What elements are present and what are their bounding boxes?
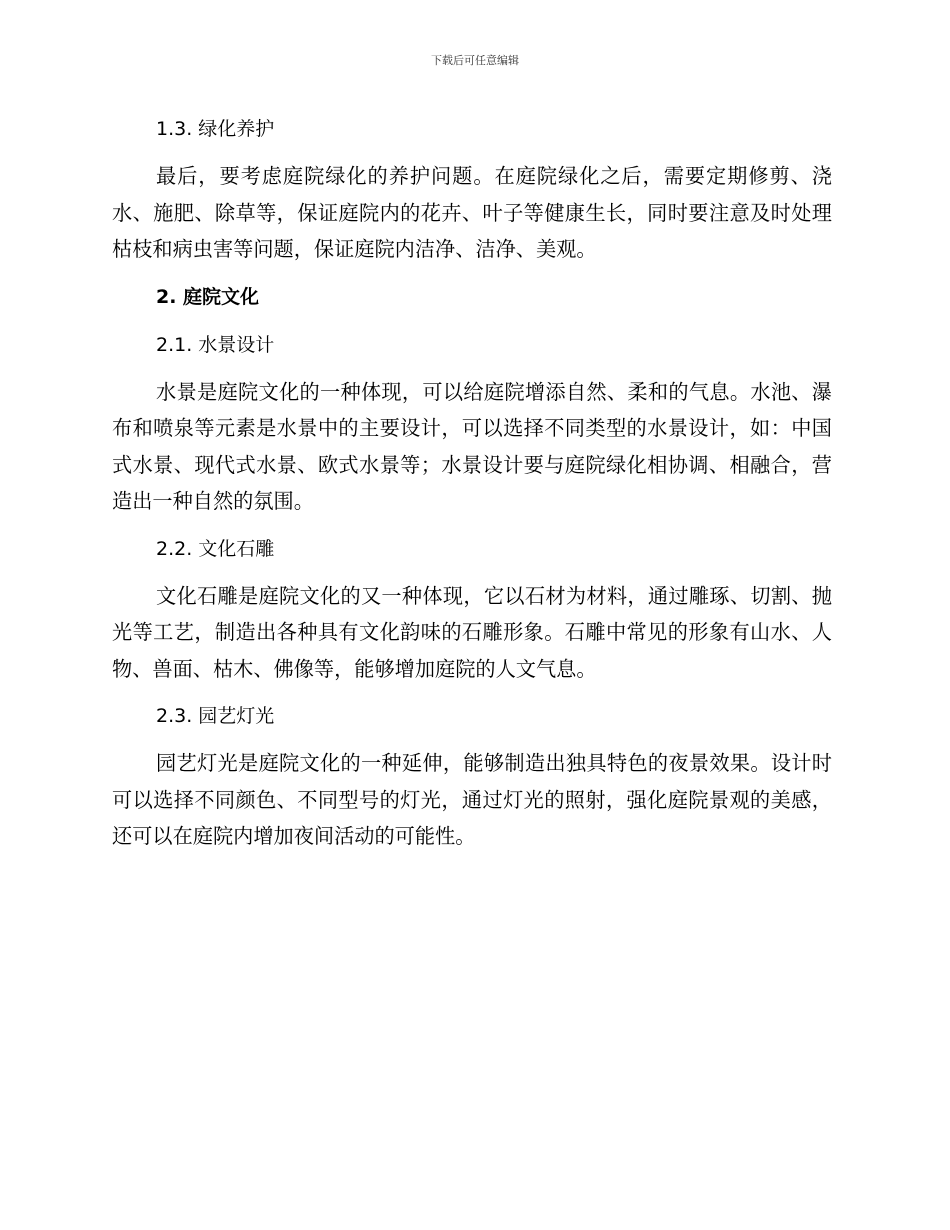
paragraph-garden-lighting: 园艺灯光是庭院文化的一种延伸，能够制造出独具特色的夜景效果。设计时可以选择不同颜色、不同型号的灯光，通过灯光的照射，强化庭院景观的美感，还可以在庭院内增加夜间活动的可能性。 [112,751,832,848]
section-heading-2: 2. 庭院文化 [156,285,260,308]
section-heading-2-3: 2.3. 园艺灯光 [156,705,275,727]
section-heading-1-3: 1.3. 绿化养护 [156,118,275,140]
paragraph-greening-maintenance: 最后，要考虑庭院绿化的养护问题。在庭院绿化之后，需要定期修剪、浇水、施肥、除草等，保证庭院内的花卉、叶子等健康生长，同时要注意及时处理枯枝和病虫害等问题，保证庭院内洁净、洁净、美观。 [112,164,832,261]
section-heading-2-2: 2.2. 文化石雕 [156,537,275,560]
document-body [112,112,832,855]
page-header-note: 下载后可任意编辑 [431,54,519,67]
paragraph-stone-carving: 文化石雕是庭院文化的又一种体现，它以石材为材料，通过雕琢、切割、抛光等工艺，制造出各种具有文化韵味的石雕形象。石雕中常见的形象有山水、人物、兽面、枯木、佛像等，能够增加庭院的人文气息。 [112,583,832,681]
section-heading-2-1: 2.1. 水景设计 [156,333,275,356]
paragraph-water-feature: 水景是庭院文化的一种体现，可以给庭院增添自然、柔和的气息。水池、瀑布和喷泉等元素是水景中的主要设计，可以选择不同类型的水景设计，如：中国式水景、现代式水景、欧式水景等；水景设计要与庭院绿化相协调、相融合，营造出一种自然的氛围。 [112,379,832,513]
